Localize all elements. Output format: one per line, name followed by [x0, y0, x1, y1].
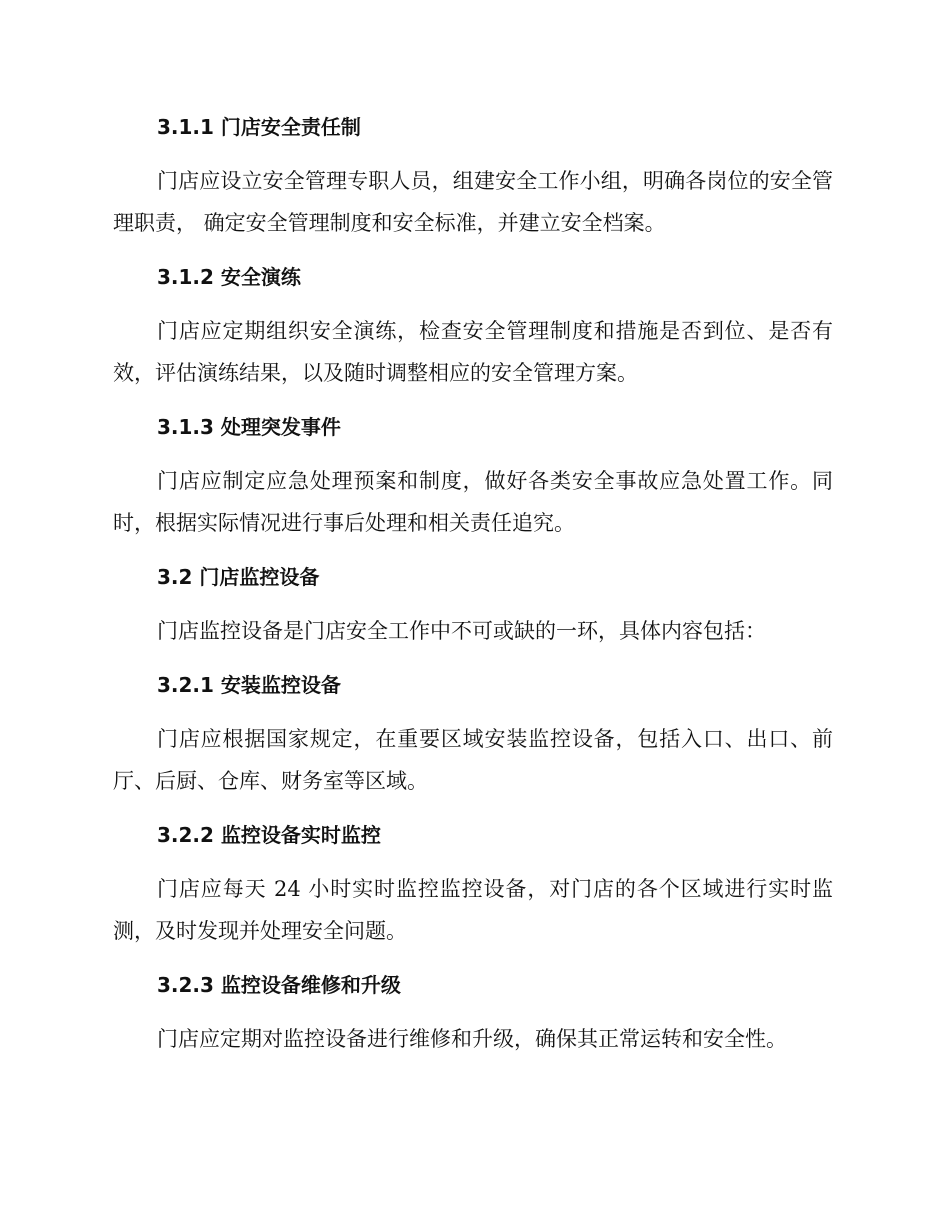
section-paragraph-3-2-2: 门店应每天 24 小时实时监控监控设备，对门店的各个区域进行实时监测，及时发现并处理安全问题。 [113, 877, 833, 943]
section-paragraph-3-2: 门店监控设备是门店安全工作中不可或缺的一环，具体内容包括： [157, 619, 766, 643]
section-heading-3-2: 3.2 门店监控设备 [157, 565, 320, 589]
section-heading-3-2-1: 3.2.1 安装监控设备 [157, 673, 341, 697]
section-paragraph-3-1-2: 门店应定期组织安全演练，检查安全管理制度和措施是否到位、是否有效，评估演练结果，以及随时调整相应的安全管理方案。 [113, 319, 833, 385]
section-paragraph-3-1-3: 门店应制定应急处理预案和制度，做好各类安全事故应急处置工作。同时，根据实际情况进行事后处理和相关责任追究。 [113, 469, 833, 535]
document-body [113, 108, 833, 1074]
section-paragraph-3-1-1: 门店应设立安全管理专职人员，组建安全工作小组，明确各岗位的安全管理职责， 确定安全管理制度和安全标准，并建立安全档案。 [113, 169, 833, 235]
section-paragraph-3-2-1: 门店应根据国家规定，在重要区域安装监控设备，包括入口、出口、前厅、后厨、仓库、财务室等区域。 [113, 727, 833, 793]
section-heading-3-1-2: 3.1.2 安全演练 [157, 265, 301, 289]
section-heading-3-1-1: 3.1.1 门店安全责任制 [157, 115, 361, 139]
section-heading-3-1-3: 3.1.3 处理突发事件 [157, 415, 341, 439]
section-paragraph-3-2-3: 门店应定期对监控设备进行维修和升级，确保其正常运转和安全性。 [157, 1027, 787, 1051]
section-heading-3-2-2: 3.2.2 监控设备实时监控 [157, 823, 381, 847]
section-heading-3-2-3: 3.2.3 监控设备维修和升级 [157, 973, 401, 997]
